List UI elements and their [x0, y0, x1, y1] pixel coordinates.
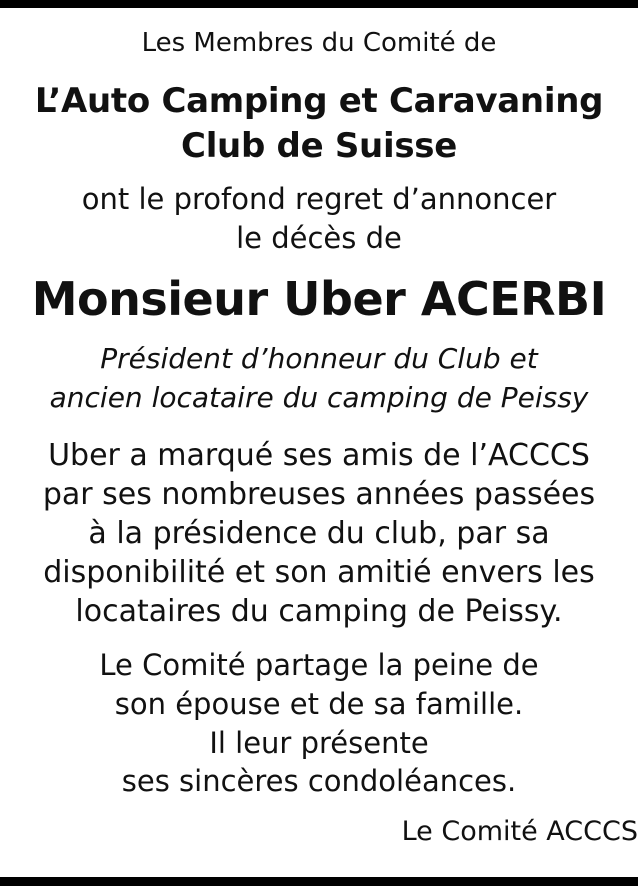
regret-line-2: le décès de [236, 221, 402, 255]
tribute-line-3: à la présidence du club, par sa [88, 516, 550, 551]
condolences-line-3: Il leur présente [209, 726, 429, 760]
regret-line-1: ont le profond regret d’annoncer [81, 182, 557, 216]
tribute-line-4: disponibilité et son amitié envers les [43, 555, 595, 590]
tribute-line-5: locataires du camping de Peissy. [75, 594, 563, 629]
intro-text: Les Membres du Comité de [141, 28, 497, 58]
condolences-line-4: ses sincères condoléances. [121, 764, 517, 798]
club-name-line-2: Club de Suisse [181, 126, 457, 166]
condolences-line-2: son épouse et de sa famille. [114, 687, 524, 721]
signature: Le Comité ACCCS [401, 816, 638, 847]
deceased-name: Monsieur Uber ACERBI [31, 272, 607, 326]
condolences-line-1: Le Comité partage la peine de [99, 648, 539, 682]
deceased-title-line-2: ancien locataire du camping de Peissy [49, 381, 589, 414]
club-name-line-1: L’Auto Camping et Caravaning [34, 81, 604, 121]
tribute-line-2: par ses nombreuses années passées [42, 477, 596, 512]
bottom-border-rule [0, 877, 638, 886]
deceased-title-line-1: Président d’honneur du Club et [100, 342, 538, 375]
tribute-line-1: Uber a marqué ses amis de l’ACCCS [48, 438, 590, 473]
